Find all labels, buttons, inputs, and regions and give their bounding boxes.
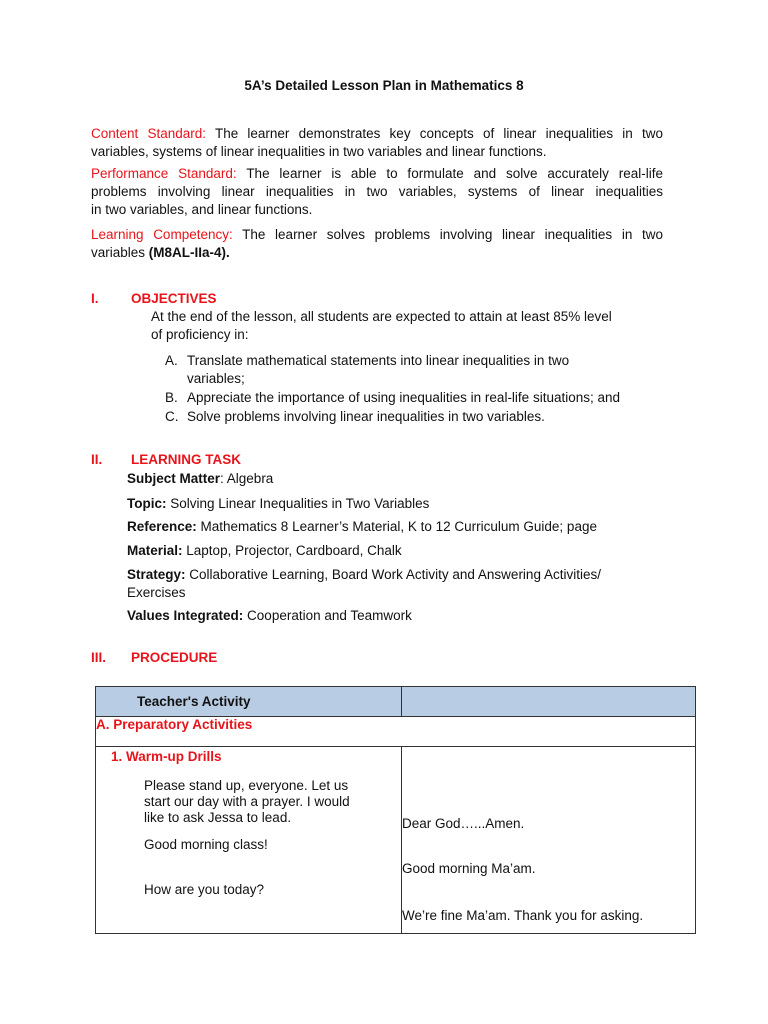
warmup-drills-heading: 1. Warm-up Drills [111, 749, 222, 764]
learning-competency-label: Learning Competency: [91, 227, 233, 242]
performance-standard-label: Performance Standard: [91, 166, 237, 181]
objective-letter: A. [165, 353, 178, 368]
subject-matter-label: Subject Matter [127, 471, 221, 486]
content-standard [91, 125, 663, 161]
content-standard-label: Content Standard: [91, 126, 207, 141]
topic-value: Solving Linear Inequalities in Two Variables [166, 496, 430, 511]
objective-item [165, 408, 657, 426]
learning-task-heading: LEARNING TASK [131, 452, 241, 467]
table-row [96, 717, 696, 747]
performance-standard-text-2: problems involving linear inequalities in two variables, systems of linear inequalities [91, 184, 663, 199]
student-line: Good morning Ma’am. [402, 861, 536, 876]
objective-text: Appreciate the importance of using inequalities in real-life situations; and [187, 390, 621, 405]
performance-standard-text-1: The learner is able to formulate and solve accurately real-life [246, 166, 663, 181]
teacher-line: like to ask Jessa to lead. [144, 810, 292, 825]
performance-standard [91, 165, 663, 219]
objectives-heading: OBJECTIVES [131, 291, 217, 306]
material-value: Laptop, Projector, Cardboard, Chalk [182, 543, 402, 558]
values-value: Cooperation and Teamwork [243, 608, 412, 623]
content-standard-text-2: variables, systems of linear inequalities in two variables and linear functions. [91, 144, 547, 159]
strategy-label: Strategy: [127, 567, 186, 582]
topic [127, 495, 429, 513]
topic-label: Topic: [127, 496, 167, 511]
material [127, 542, 402, 560]
procedure-number: III. [91, 650, 107, 665]
teacher-cell [96, 747, 402, 934]
student-line: Dear God…...Amen. [402, 816, 525, 831]
subject-matter-value: : Algebra [220, 471, 274, 486]
teacher-prayer-lines [144, 778, 350, 826]
competency-code: (M8AL-IIa-4). [148, 245, 230, 260]
learning-competency-text-2: variables [91, 245, 146, 260]
objectives-intro-line-1: At the end of the lesson, all students are expected to attain at least 85% level [151, 309, 612, 324]
objectives-intro-line-2: of proficiency in: [151, 327, 249, 342]
table-header-row [96, 687, 696, 717]
teacher-line: Please stand up, everyone. Let us [144, 778, 349, 793]
student-line: We’re fine Ma’am. Thank you for asking. [402, 908, 644, 923]
values-integrated [127, 607, 412, 625]
student-cell [402, 747, 696, 934]
teacher-activity-header: Teacher's Activity [96, 687, 402, 717]
objectives-number: I. [91, 291, 99, 306]
objective-letter: B. [165, 390, 178, 405]
reference-value: Mathematics 8 Learner’s Material, K to 12 Curriculum Guide; page [196, 519, 597, 534]
subject-matter [127, 470, 273, 488]
objective-text: Translate mathematical statements into linear inequalities in two variables; [187, 353, 570, 386]
teacher-line: How are you today? [144, 882, 265, 897]
content-standard-text-1: The learner demonstrates key concepts of linear inequalities in two [214, 126, 664, 141]
reference [127, 518, 597, 536]
material-label: Material: [127, 543, 183, 558]
student-activity-header [402, 687, 696, 717]
procedure-heading: PROCEDURE [131, 650, 218, 665]
reference-label: Reference: [127, 519, 197, 534]
learning-competency-text-1: The learner solves problems involving linear inequalities in two [242, 227, 663, 242]
values-label: Values Integrated: [127, 608, 244, 623]
strategy [127, 566, 601, 602]
objective-item [165, 389, 657, 407]
strategy-value-2: Exercises [127, 585, 186, 600]
page-title: 5A’s Detailed Lesson Plan in Mathematics 8 [244, 78, 524, 93]
strategy-value-1: Collaborative Learning, Board Work Activity and Answering Activities/ [185, 567, 601, 582]
teacher-line: Good morning class! [144, 837, 268, 852]
learning-task-number: II. [91, 452, 103, 467]
procedure-table [95, 686, 696, 934]
objective-letter: C. [165, 409, 179, 424]
performance-standard-text-3: in two variables, and linear functions. [91, 202, 313, 217]
teacher-line: start our day with a prayer. I would [144, 794, 350, 809]
objectives-intro [151, 308, 671, 344]
objective-text: Solve problems involving linear inequalities in two variables. [187, 409, 545, 424]
objective-item [165, 352, 627, 388]
preparatory-activities: A. Preparatory Activities [96, 717, 696, 747]
learning-competency [91, 226, 663, 262]
table-row [96, 747, 696, 934]
